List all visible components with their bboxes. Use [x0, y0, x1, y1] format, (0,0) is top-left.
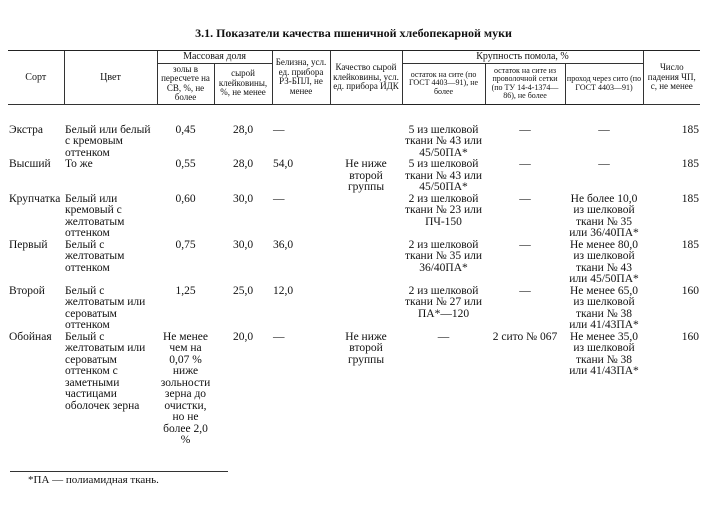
cell-sieve-rest: 2 из шелковой ткани № 27 или ПА*—120 [405, 284, 483, 320]
cell-color: Белый с желтоватым или сероватым оттенком с заметными частицами оболочек зерна [65, 330, 146, 412]
header-falling-number: Число падения ЧП, с, не менее [643, 51, 700, 105]
cell-gluten: 28,0 [232, 123, 254, 136]
cell-falling-number: 160 [681, 330, 700, 343]
cell-sieve-rest: 2 из шелковой ткани № 35 или 36/40ПА* [405, 238, 483, 274]
cell-falling-number: 185 [681, 238, 700, 251]
cell-pass-through: Не более 10,0 из шелковой ткани № 35 или 36/40ПА* [569, 192, 639, 239]
cell-color: Белый или белый с кремовым оттенком [65, 123, 151, 159]
cell-sieve-rest: 5 из шелковой ткани № 43 или 45/50ПА* [405, 158, 483, 193]
cell-gluten-quality [330, 286, 402, 332]
cell-wire-rest: 2 сито № 067 [492, 330, 558, 343]
cell-wire-rest: — [519, 192, 531, 205]
cell-color: Белый или кремовый с желтоватым оттенком [65, 192, 125, 239]
cell-whiteness: 12,0 [273, 284, 294, 297]
cell-pass-through: — [598, 123, 610, 136]
cell-gluten: 25,0 [232, 284, 254, 297]
header-gluten-quality: Качество сырой клейковины, усл. ед. прибора ИДК [330, 51, 402, 105]
cell-falling-number: 185 [681, 192, 700, 205]
cell-gluten: 20,0 [232, 330, 254, 343]
cell-sort: Обойная [9, 330, 52, 343]
cell-gluten-quality [330, 194, 402, 240]
footnote: *ПА — полиамидная ткань. [28, 474, 159, 486]
header-gluten: сырой клейковины, %, не менее [214, 63, 272, 104]
table-row [8, 332, 700, 447]
cell-sieve-rest: 2 из шелковой ткани № 23 или ПЧ-150 [405, 192, 483, 228]
cell-ash: 0,45 [175, 123, 196, 136]
cell-ash: 0,75 [175, 238, 196, 251]
table-row [8, 194, 700, 240]
cell-whiteness: — [273, 192, 285, 205]
cell-gluten-quality [330, 125, 402, 160]
cell-wire-rest: — [519, 123, 531, 136]
header-sieve-rest: остаток на сите (по ГОСТ 4403—91), не более [402, 63, 485, 104]
cell-ash: 1,25 [175, 284, 196, 297]
cell-gluten-quality: Не ниже второй группы [345, 330, 387, 366]
table-row [8, 240, 700, 286]
cell-gluten: 30,0 [232, 238, 254, 251]
cell-ash: Не менее чем на 0,07 % ниже зольности зерна до очистки, но не более 2,0 % [160, 330, 211, 446]
cell-ash: 0,60 [175, 192, 196, 205]
cell-sort: Высший [9, 158, 51, 170]
cell-pass-through: Не менее 80,0 из шелковой ткани № 43 или 45/50ПА* [569, 238, 639, 285]
cell-wire-rest: — [519, 284, 531, 297]
cell-sort: Первый [9, 238, 48, 251]
header-whiteness: Белизна, усл. ед. прибора РЗ-БПЛ, не менее [272, 51, 330, 105]
cell-wire-rest: — [519, 238, 531, 251]
cell-wire-rest: — [519, 158, 531, 170]
cell-color: Белый с желтоватым оттенком [65, 238, 125, 274]
cell-whiteness: — [273, 123, 285, 136]
table-row [8, 159, 700, 194]
cell-whiteness: — [273, 330, 285, 343]
cell-sort: Второй [9, 284, 45, 297]
table-title: 3.1. Показатели качества пшеничной хлебопекарной муки [195, 26, 512, 40]
cell-gluten-quality: Не ниже второй группы [345, 158, 387, 193]
cell-sieve-rest: — [437, 330, 450, 343]
cell-color: То же [65, 158, 93, 170]
cell-falling-number: 185 [681, 123, 700, 136]
table-row [8, 125, 700, 160]
cell-falling-number: 160 [681, 284, 700, 297]
cell-sieve-rest: 5 из шелковой ткани № 43 или 45/50ПА* [405, 123, 483, 159]
header-mass-share: Массовая доля [157, 51, 272, 64]
header-sort: Сорт [8, 51, 64, 105]
header-grind: Крупность помола, % [402, 51, 643, 64]
header-ash: золы в пересчете на СВ, %, не более [157, 63, 214, 104]
cell-gluten: 30,0 [232, 192, 254, 205]
header-color: Цвет [64, 51, 157, 105]
cell-sort: Крупчатка [9, 192, 61, 205]
cell-pass-through: — [598, 158, 610, 170]
cell-pass-through: Не менее 65,0 из шелковой ткани № 38 или 41/43ПА* [569, 284, 639, 331]
cell-ash: 0,55 [175, 158, 196, 170]
header-wire-rest: остаток на сите из проволочной сетки (по ТУ 14-4-1374—86), не более [485, 63, 565, 104]
cell-whiteness: 54,0 [273, 158, 294, 170]
cell-gluten-quality [330, 240, 402, 286]
cell-color: Белый с желтоватым или сероватым оттенком [65, 284, 146, 331]
cell-sort: Экстра [9, 123, 44, 136]
cell-whiteness: 36,0 [273, 238, 294, 251]
quality-table [8, 50, 700, 447]
cell-falling-number: 185 [681, 158, 700, 170]
footnote-rule [10, 471, 228, 472]
table-row [8, 286, 700, 332]
cell-pass-through: Не менее 35,0 из шелковой ткани № 38 или 41/43ПА* [569, 330, 639, 377]
cell-gluten: 28,0 [232, 158, 254, 170]
header-pass-through: проход через сито (по ГОСТ 4403—91) [565, 63, 643, 104]
